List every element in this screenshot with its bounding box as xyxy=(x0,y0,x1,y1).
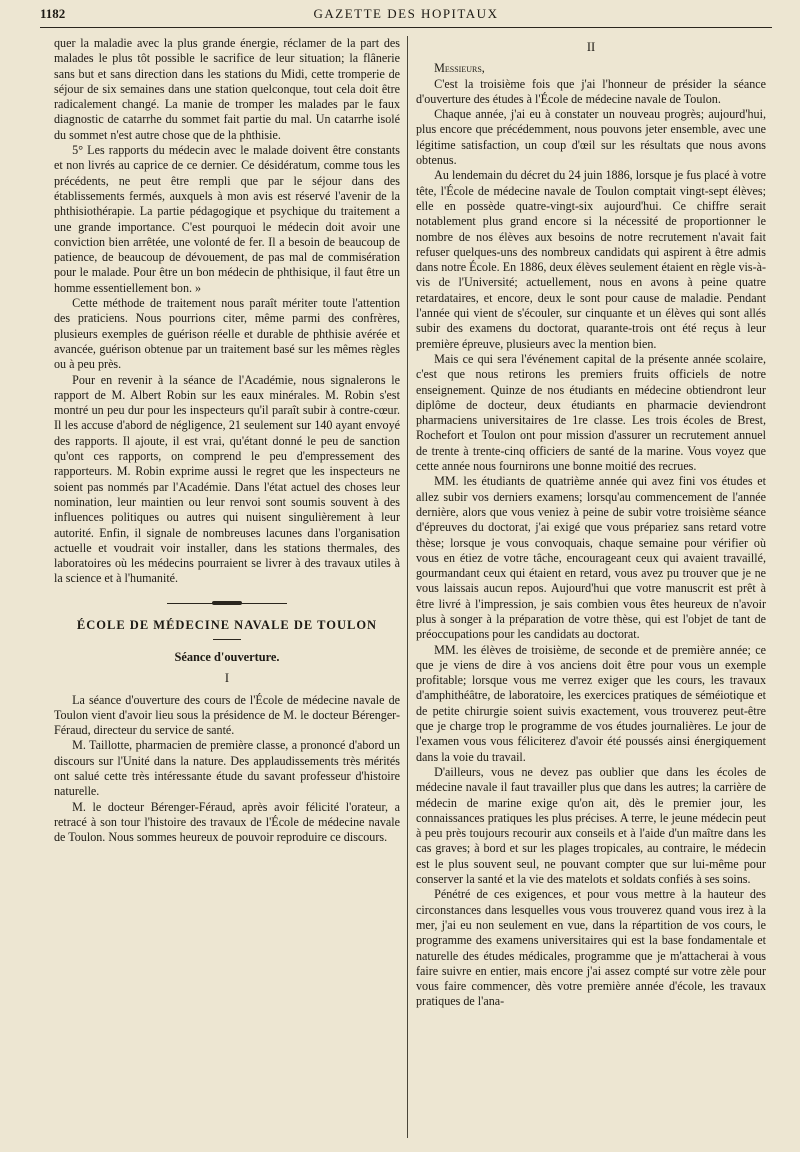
column-divider xyxy=(407,36,408,1138)
paragraph: Pour en revenir à la séance de l'Académie, nous signalerons le rapport de M. Albert Robin sur les eaux minérales. M. Robin s'est montré un peu dur pour les inspecteurs qu'il paraît subir à contre-cœur. Il les accuse d'abord de négligence, 21 seulement sur 140 ayant envoyé des rapports. Il ajoute, il est vrai, qu'étant donné le peu de sanction qu'ont ces rapports, on comprend le peu d'empressement des rapporteurs. M. Robin exprime aussi le regret que les inspecteurs ne soient pas nommés par l'Académie. Dans l'état actuel des choses leur nomination, leur maintien ou leur renvoi sont soumis souvent à des influences politiques ou autres qui nuisent singulièrement à leur autorité. Enfin, il signale de nombreuses lacunes dans l'organisation actuelle et voudrait voir installer, dans les stations thermales, des laboratoires où les médecins pourraient se livrer à des travaux utiles à la science et à l'humanité. xyxy=(54,372,400,586)
title-rule xyxy=(213,639,241,640)
paragraph: M. Taillotte, pharmacien de première classe, a prononcé d'abord un discours sur l'Unité dans la nature. Des applaudissements très mérités ont salué cette très intéressante étude du savant professeur d'histoire naturelle. xyxy=(54,738,400,799)
paragraph: quer la maladie avec la plus grande énergie, réclamer de la part des malades le plus tôt possible le sacrifice de leur situation; la flânerie sans but et sans direction dans les stations du Midi, cette tromperie de séjour de six semaines dans une station quelconque, tout cela doit être radicalement changé. La manie de tromper les malades par le faux diagnostic de catarrhe du sommet fait partie du mal. Un catarrhe isolé du sommet n'est autre chose que de la phthisie. xyxy=(54,36,400,142)
left-column xyxy=(54,36,400,846)
salutation: Messieurs, xyxy=(434,61,485,76)
paragraph: La séance d'ouverture des cours de l'École de médecine navale de Toulon vient d'avoir lieu sous la présidence de M. le docteur Bérenger-Féraud, directeur du service de santé. xyxy=(54,692,400,738)
paragraph: Pénétré de ces exigences, et pour vous mettre à la hauteur des circonstances dans lesquelles vous vous trouverez quand vous irez à la mer, j'ai eu non seulement en vue, dans la répartition de vos cours, le programme des examens universitaires qui est la base fondamentale et naturelle des études médicales, programme que je m'attacherai à vous faire suivre en entier, mais encore j'ai assez compté sur votre zèle pour vous faire commencer, dès votre première année d'école, les travaux pratiques de l'ana- xyxy=(416,887,766,1009)
paragraph: Cette méthode de traitement nous paraît mériter toute l'attention des praticiens. Nous pourrions citer, même parmi des confrères, plusieurs exemples de guérison réelle et durable de phthisie avérée et avancée, guérison obtenue par un traitement basé sur les mêmes règles ou à peu près. xyxy=(54,296,400,372)
right-column xyxy=(416,36,766,1010)
header-rule xyxy=(40,27,772,28)
part-number: II xyxy=(586,40,596,54)
paragraph: M. le docteur Bérenger-Féraud, après avoir félicité l'orateur, a retracé à son tour l'histoire des travaux de l'École de médecine navale de Toulon. Nous sommes heureux de pouvoir reproduire ce discours. xyxy=(54,799,400,845)
page-header xyxy=(40,6,772,28)
paragraph: C'est la troisième fois que j'ai l'honneur de présider la séance d'ouverture des études à l'École de médecine navale de Toulon. xyxy=(416,76,766,106)
paragraph: Mais ce qui sera l'événement capital de la présente année scolaire, c'est que nous retirons les premiers fruits officiels de notre enseignement. Quinze de nos étudiants en médecine obtiendront leur diplôme de docteur, deux étudiants en pharmacie deviendront pharmaciens universitaires de 1re classe. Les trois écoles de Brest, Rochefort et Toulon ont pour mission d'assurer un recrutement annuel de trente à trente-cinq officiers de santé de la marine. Vous voyez que cette année nous fournirons une bonne moitié des recrues. xyxy=(416,351,766,474)
paragraph: MM. les élèves de troisième, de seconde et de première année; ce que je viens de dire à vos anciens doit être pour vous un exemple profitable; lorsque vous me verrez exiger que les cours, les travaux d'amphithéâtre, de laboratoire, les exercices pratiques de séméiotique et de petite chirurgie soient suivis exactement, vous trouverez peut-être que je charge trop le programme de vos études journalières. Le jour de l'examen vous vous féliciterez d'avoir été poussés ainsi énergiquement dans la voie du travail. xyxy=(416,642,766,764)
paragraph: MM. les étudiants de quatrième année qui avez fini vos études et allez subir vos derniers examens; lorsqu'au commencement de l'année dernière, alors que vous veniez à peine de subir votre troisième séance d'épreuves du doctorat, j'ai exigé que vous prépariez sans retard votre thèse; lorsque je vous convoquais, chaque semaine pour vérifier où vous en étiez de votre tâche, encourageant ceux qui avaient travaillé, gourmandant ceux qui étaient en retard, vous avez pu trouver que je ne vous laissais aucun repos. Aujourd'hui que votre manuscrit est prêt à être livré à l'impression, je sais combien vous êtes heureux de n'avoir plus à songer à la préparation de votre thèse, qui est l'objet de tant de préoccupations pour les candidats au doctorat. xyxy=(416,474,766,642)
paragraph: D'ailleurs, vous ne devez pas oublier que dans les écoles de médecine navale il faut travailler plus que dans les autres; la carrière de médecin de marine exige qu'on ait, dès le premier jour, les connaissances pratiques les plus précises. A terre, le jeune médecin peut à peu près toujours recourir aux conseils et à l'aide d'un maître dans les cas graves; à bord et sur les plages tropicales, au contraire, le médecin est le plus souvent seul, ne pouvant compter que sur lui-même pour conserver la santé et la vie des matelots et soldats confiés à ses soins. xyxy=(416,764,766,887)
paragraph: 5° Les rapports du médecin avec le malade doivent être constants et non livrés au caprice de ce dernier. Ce désidératum, comme tous les précédents, ne peut être rempli que par le séjour dans des établissements fermés, auxquels à mon avis est réservé l'avenir de la phthisiothérapie. La partie pédagogique et psychique du traitement a une grande importance. C'est pourquoi le médecin doit avoir une conviction bien arrêtée, une volonté de fer. Il a besoin de beaucoup de patience, de beaucoup de dévouement, de pas mal de commisération pour le malade. Pour être un bon médecin de phthisique, il faut être un homme essentiellement bon. » xyxy=(54,143,400,295)
section-separator xyxy=(167,603,287,608)
paragraph: Au lendemain du décret du 24 juin 1886, lorsque je fus placé à votre tête, l'École de médecine navale de Toulon comptait vingt-sept élèves; elle en possède quatre-vingt-six aujourd'hui. Ce chiffre serait notablement plus grand encore si la nécessité de proportionner le nombre de nos élèves aux besoins de notre recrutement n'avait fait refuser quelques-uns des nombreux candidats qui aspirent à être admis dans notre École. En 1886, deux élèves seulement étaient en règle vis-à-vis de l'Université; actuellement, nous en avons à peine quatre retardataires, et encore, deux le sont pour cause de maladie. Pendant l'année qui vient de s'écouler, sur cinquante et un élèves qui sont allés subir des examens du doctorat, quarante-trois ont été reçus à leur première épreuve, plusieurs avec la mention bien. xyxy=(416,168,766,351)
page-number: 1182 xyxy=(40,6,66,21)
section-title: ÉCOLE DE MÉDECINE NAVALE DE TOULON xyxy=(76,617,378,632)
section-subtitle: Séance d'ouverture. xyxy=(174,649,280,664)
part-number: I xyxy=(224,671,230,686)
paragraph: Chaque année, j'ai eu à constater un nouveau progrès; aujourd'hui, plus encore que précédemment, nous pouvons jeter ensemble, avec une légitime satisfaction, un coup d'œil sur les résultats que nous avons obtenus. xyxy=(416,107,766,168)
running-title: GAZETTE DES HOPITAUX xyxy=(313,6,499,21)
